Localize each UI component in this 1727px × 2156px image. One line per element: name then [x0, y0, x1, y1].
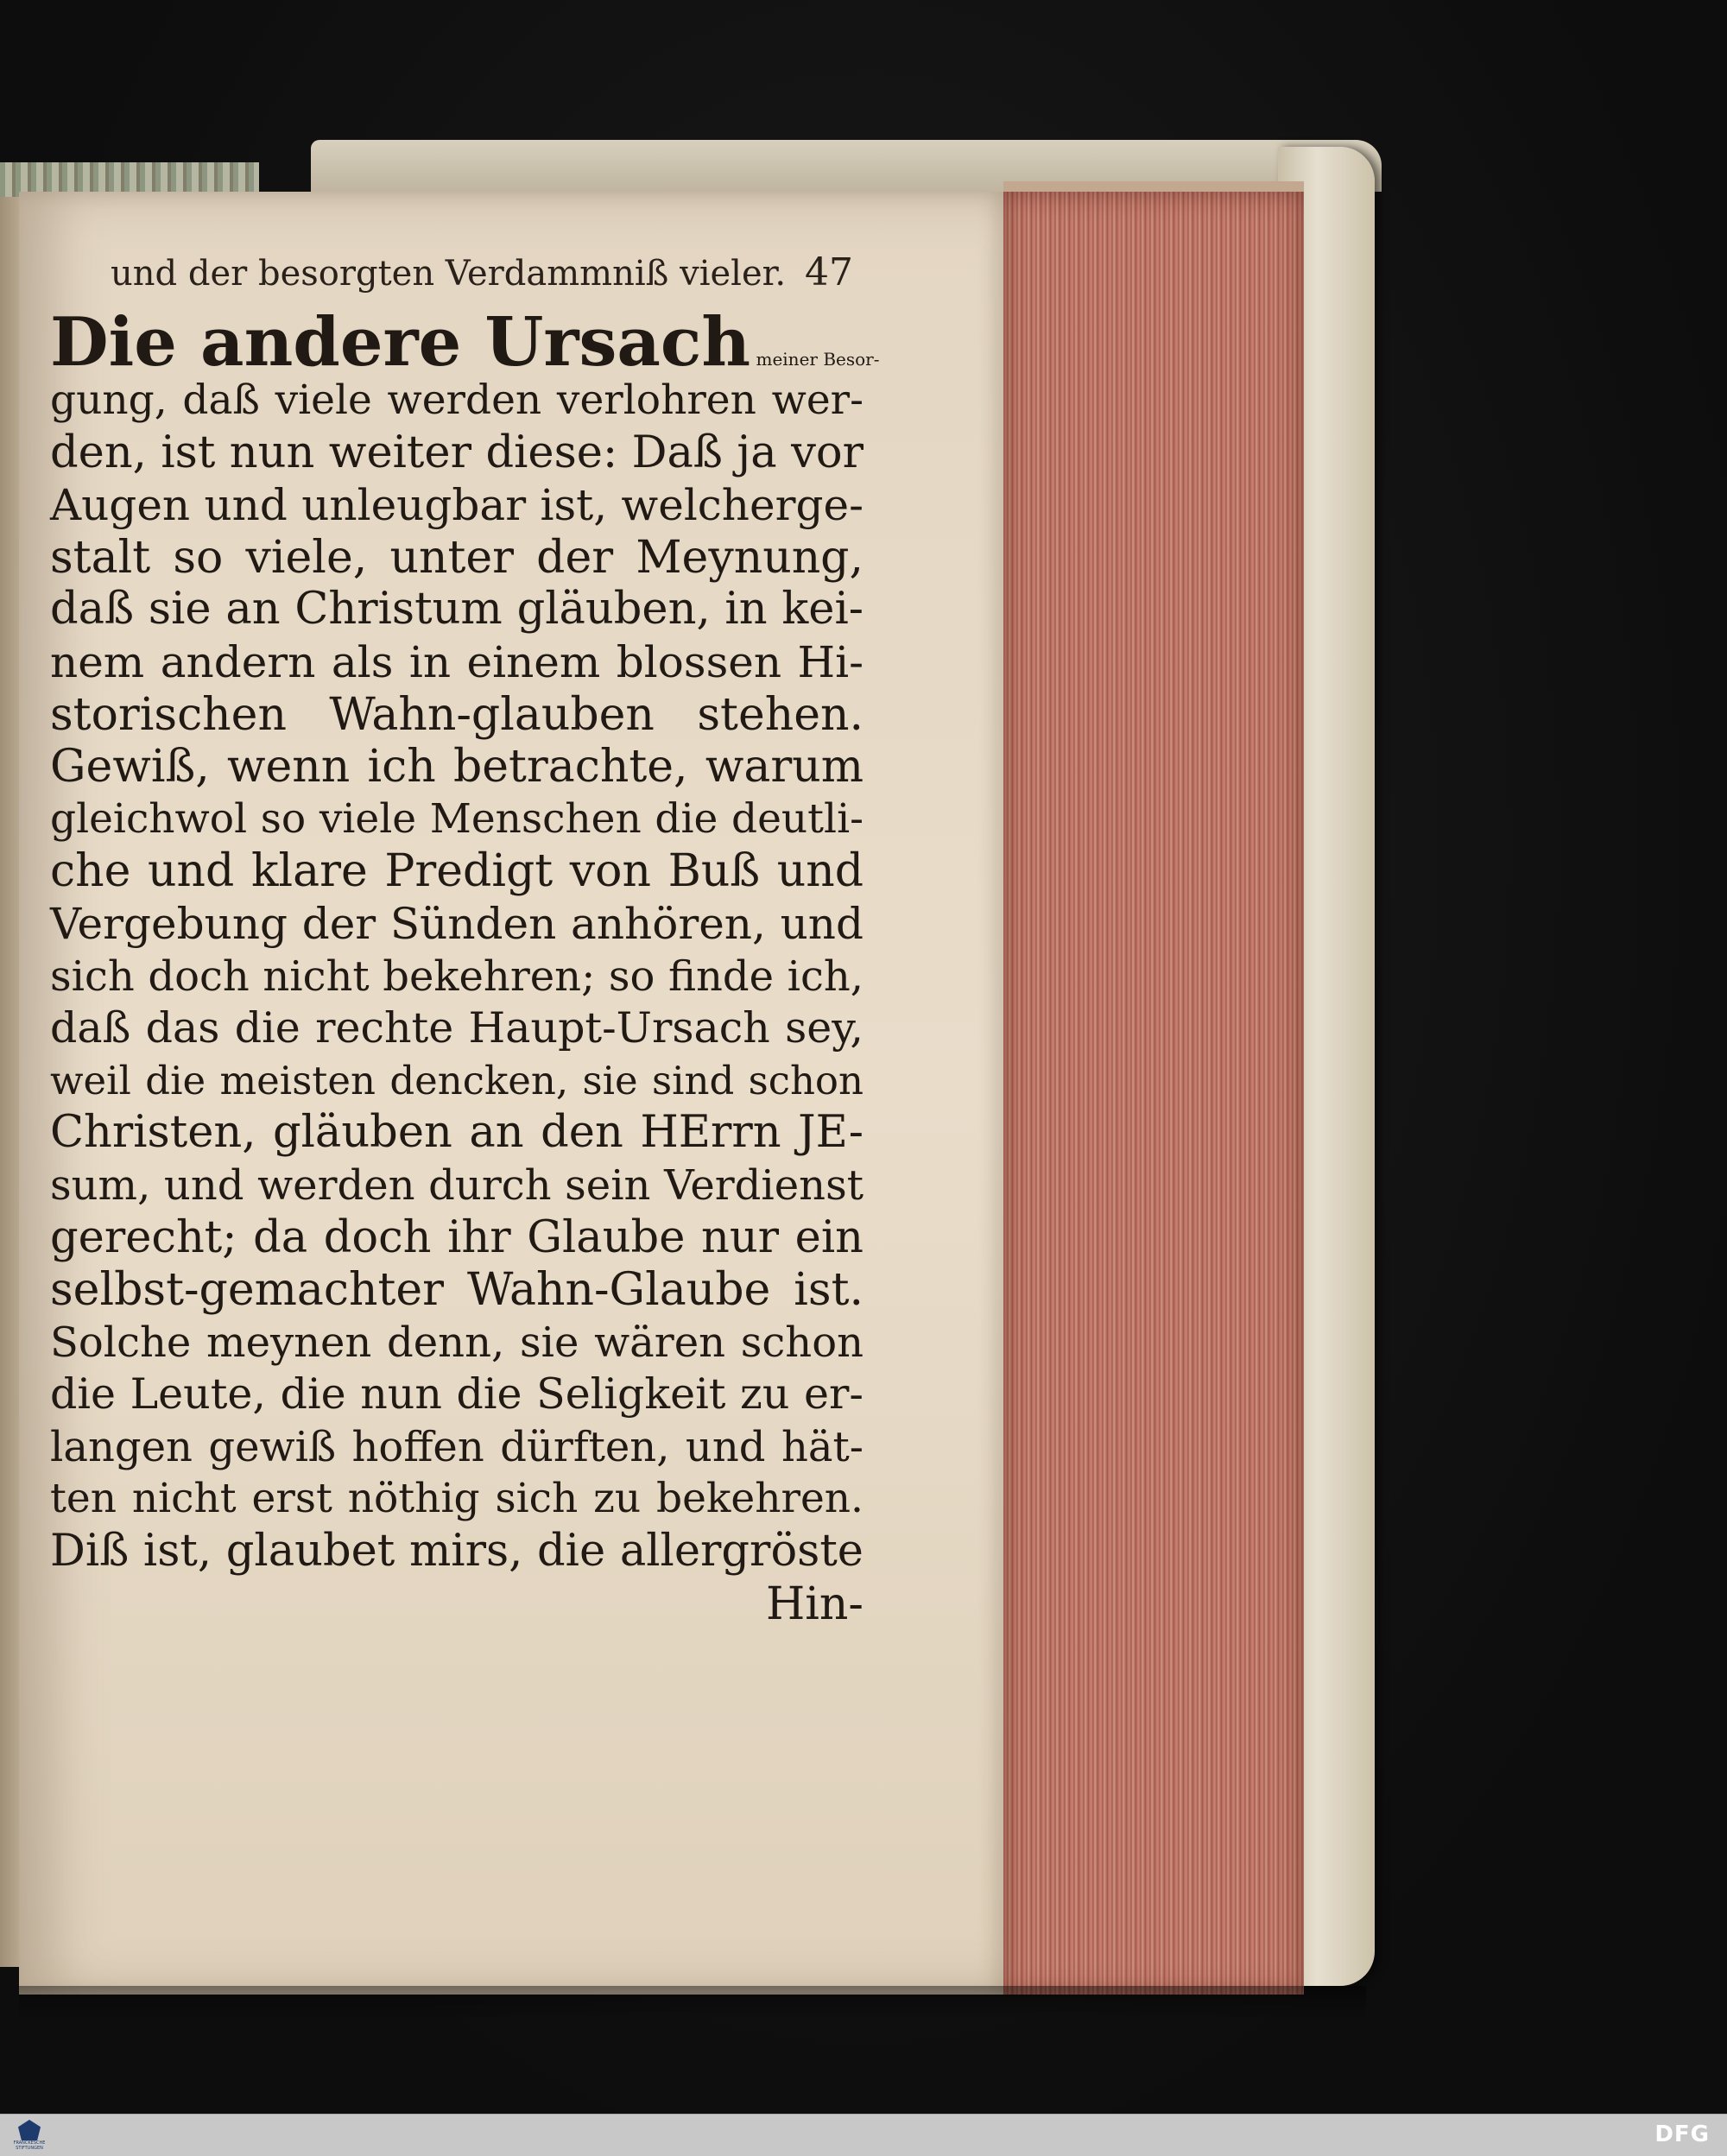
- initial-phrase: Die andere Ursach: [50, 303, 751, 382]
- viewer-footer: [0, 2114, 1727, 2156]
- text-line: Vergebung der Sünden anhören, und: [50, 898, 864, 949]
- page-shadow: [19, 1986, 1366, 2020]
- text-line: Christen, gläuben an den HErrn JE-: [50, 1107, 864, 1159]
- text-line: daß sie an Christum gläuben, in kei-: [50, 584, 864, 635]
- logo-label: FRANCKESCHE STIFTUNGEN: [13, 2140, 46, 2151]
- text-line: Gewiß, wenn ich betrachte, warum: [50, 741, 864, 793]
- page-number: 47: [805, 250, 853, 294]
- text-line: ten nicht erst nöthig sich zu bekehren.: [50, 1475, 864, 1523]
- text-line: [50, 303, 880, 382]
- red-page-edges: [1003, 192, 1304, 1995]
- text-line: storischen Wahn-glauben stehen.: [50, 688, 864, 741]
- text-line: Augen und unleugbar ist, welcherge-: [50, 480, 864, 531]
- text-line: daß das die rechte Haupt-Ursach sey,: [50, 1003, 864, 1053]
- logo-icon: [18, 2120, 41, 2140]
- text-line: gleichwol so viele Menschen die deutli-: [50, 794, 864, 843]
- text-line: selbst-gemachter Wahn-Glaube ist.: [50, 1264, 864, 1317]
- text-line: weil die meisten dencken, sie sind schon: [50, 1057, 864, 1103]
- first-line-rest: meiner Besor-: [756, 349, 880, 370]
- text-line: nem andern als in einem blossen Hi-: [50, 636, 864, 687]
- institution-logo[interactable]: [12, 2118, 47, 2153]
- text-line: che und klare Predigt von Buß und: [50, 845, 864, 898]
- running-header: [111, 250, 853, 294]
- text-line: gerecht; da doch ihr Glaube nur ein: [50, 1211, 864, 1263]
- text-line: Solche meynen denn, sie wären schon: [50, 1318, 864, 1367]
- text-line: den, ist nun weiter diese: Daß ja vor: [50, 427, 864, 478]
- text-line: sum, und werden durch sein Verdienst: [50, 1160, 864, 1210]
- header-text: und der besorgten Verdammniß vieler.: [111, 254, 787, 294]
- page-body: [50, 303, 880, 1630]
- text-line: sich doch nicht bekehren; so finde ich,: [50, 952, 864, 1001]
- text-line: langen gewiß hoffen dürften, und hät-: [50, 1422, 864, 1471]
- text-line: stalt so viele, unter der Meynung,: [50, 531, 864, 584]
- text-line: die Leute, die nun die Seligkeit zu er-: [50, 1369, 864, 1419]
- catchword: Hin-: [765, 1577, 864, 1630]
- text-line: gung, daß viele werden verlohren wer-: [50, 376, 864, 424]
- text-line: Diß ist, glaubet mirs, die allergröste: [50, 1526, 864, 1577]
- dfg-logo[interactable]: DFG: [1654, 2121, 1710, 2147]
